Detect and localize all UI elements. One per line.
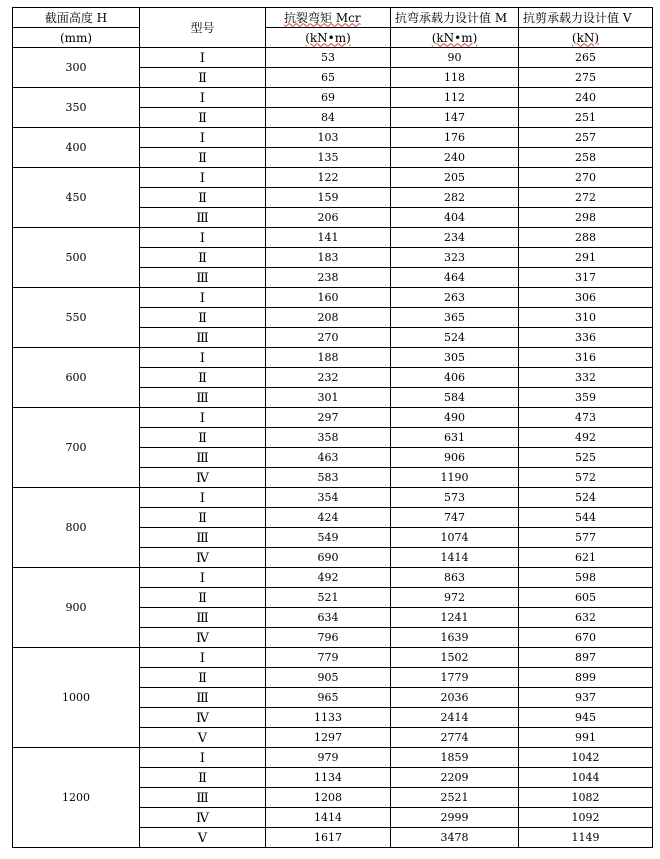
crack-moment-cell: 1208 — [266, 788, 391, 808]
header-type: 型号 — [140, 8, 266, 48]
shear-capacity-cell: 1082 — [519, 788, 653, 808]
bending-capacity-cell: 2999 — [391, 808, 519, 828]
type-cell: Ⅰ — [140, 348, 266, 368]
shear-capacity-cell: 1044 — [519, 768, 653, 788]
shear-capacity-cell: 310 — [519, 308, 653, 328]
bending-capacity-cell: 282 — [391, 188, 519, 208]
type-cell: Ⅰ — [140, 648, 266, 668]
bending-capacity-cell: 365 — [391, 308, 519, 328]
crack-moment-cell: 796 — [266, 628, 391, 648]
bending-capacity-cell: 305 — [391, 348, 519, 368]
bending-capacity-cell: 1779 — [391, 668, 519, 688]
capacity-table — [12, 7, 653, 848]
type-cell: Ⅲ — [140, 608, 266, 628]
table-row — [13, 348, 653, 368]
header-crack-moment — [266, 8, 391, 28]
type-cell: Ⅰ — [140, 288, 266, 308]
crack-moment-cell: 1414 — [266, 808, 391, 828]
crack-moment-cell: 159 — [266, 188, 391, 208]
shear-capacity-cell: 525 — [519, 448, 653, 468]
section-height-cell: 350 — [13, 88, 140, 128]
shear-capacity-cell: 632 — [519, 608, 653, 628]
crack-moment-cell: 779 — [266, 648, 391, 668]
bending-capacity-cell: 1639 — [391, 628, 519, 648]
bending-capacity-cell: 747 — [391, 508, 519, 528]
shear-capacity-cell: 291 — [519, 248, 653, 268]
bending-capacity-cell: 584 — [391, 388, 519, 408]
crack-moment-cell: 188 — [266, 348, 391, 368]
type-cell: Ⅰ — [140, 128, 266, 148]
table-row — [13, 168, 653, 188]
unit-crack-moment — [266, 28, 391, 48]
bending-capacity-cell: 490 — [391, 408, 519, 428]
crack-moment-cell: 270 — [266, 328, 391, 348]
bending-capacity-cell: 404 — [391, 208, 519, 228]
shear-capacity-cell: 899 — [519, 668, 653, 688]
type-cell: Ⅰ — [140, 228, 266, 248]
unit-bending-capacity — [391, 28, 519, 48]
crack-moment-cell: 583 — [266, 468, 391, 488]
bending-capacity-cell: 176 — [391, 128, 519, 148]
type-cell: Ⅱ — [140, 308, 266, 328]
type-cell: Ⅱ — [140, 188, 266, 208]
bending-capacity-cell: 1414 — [391, 548, 519, 568]
crack-moment-cell: 549 — [266, 528, 391, 548]
bending-capacity-cell: 2209 — [391, 768, 519, 788]
bending-capacity-cell: 3478 — [391, 828, 519, 848]
bending-capacity-cell: 118 — [391, 68, 519, 88]
type-cell: Ⅲ — [140, 528, 266, 548]
type-cell: Ⅲ — [140, 788, 266, 808]
shear-capacity-cell: 937 — [519, 688, 653, 708]
shear-capacity-cell: 265 — [519, 48, 653, 68]
shear-capacity-cell: 897 — [519, 648, 653, 668]
unit-shear-capacity — [519, 28, 653, 48]
crack-moment-cell: 206 — [266, 208, 391, 228]
crack-moment-cell: 1617 — [266, 828, 391, 848]
crack-moment-cell: 690 — [266, 548, 391, 568]
shear-capacity-cell: 621 — [519, 548, 653, 568]
table-row — [13, 568, 653, 588]
section-height-cell: 700 — [13, 408, 140, 488]
type-cell: Ⅰ — [140, 48, 266, 68]
shear-capacity-cell: 251 — [519, 108, 653, 128]
table-row — [13, 128, 653, 148]
shear-capacity-cell: 240 — [519, 88, 653, 108]
crack-moment-cell: 103 — [266, 128, 391, 148]
crack-moment-cell: 634 — [266, 608, 391, 628]
crack-moment-cell: 424 — [266, 508, 391, 528]
crack-moment-cell: 69 — [266, 88, 391, 108]
crack-moment-cell: 135 — [266, 148, 391, 168]
crack-moment-cell: 521 — [266, 588, 391, 608]
bending-capacity-cell: 1859 — [391, 748, 519, 768]
shear-capacity-cell: 598 — [519, 568, 653, 588]
section-height-cell: 300 — [13, 48, 140, 88]
crack-moment-cell: 160 — [266, 288, 391, 308]
crack-moment-cell: 232 — [266, 368, 391, 388]
table-body — [13, 48, 653, 848]
type-cell: Ⅳ — [140, 548, 266, 568]
type-cell: Ⅳ — [140, 808, 266, 828]
shear-capacity-cell: 1042 — [519, 748, 653, 768]
type-cell: Ⅰ — [140, 748, 266, 768]
section-height-cell: 400 — [13, 128, 140, 168]
bending-capacity-cell: 573 — [391, 488, 519, 508]
section-height-cell: 450 — [13, 168, 140, 228]
table-header — [13, 8, 653, 48]
bending-capacity-cell: 863 — [391, 568, 519, 588]
bending-capacity-cell: 406 — [391, 368, 519, 388]
crack-moment-cell: 979 — [266, 748, 391, 768]
crack-moment-cell: 65 — [266, 68, 391, 88]
type-cell: Ⅰ — [140, 88, 266, 108]
shear-capacity-cell: 257 — [519, 128, 653, 148]
bending-capacity-cell: 2521 — [391, 788, 519, 808]
section-height-cell: 1200 — [13, 748, 140, 848]
crack-moment-cell: 208 — [266, 308, 391, 328]
shear-capacity-cell: 524 — [519, 488, 653, 508]
bending-capacity-cell: 464 — [391, 268, 519, 288]
section-height-cell: 500 — [13, 228, 140, 288]
type-cell: Ⅱ — [140, 368, 266, 388]
type-cell: Ⅲ — [140, 448, 266, 468]
shear-capacity-cell: 336 — [519, 328, 653, 348]
table-row — [13, 648, 653, 668]
bending-capacity-cell: 2414 — [391, 708, 519, 728]
shear-capacity-cell: 473 — [519, 408, 653, 428]
header-row-2 — [13, 28, 653, 48]
type-cell: Ⅱ — [140, 108, 266, 128]
crack-moment-cell: 122 — [266, 168, 391, 188]
bending-capacity-cell: 1241 — [391, 608, 519, 628]
type-cell: Ⅴ — [140, 828, 266, 848]
bending-capacity-cell: 2774 — [391, 728, 519, 748]
crack-moment-cell: 1297 — [266, 728, 391, 748]
section-height-cell: 900 — [13, 568, 140, 648]
shear-capacity-cell: 670 — [519, 628, 653, 648]
shear-capacity-cell: 544 — [519, 508, 653, 528]
type-cell: Ⅱ — [140, 668, 266, 688]
bending-capacity-cell: 147 — [391, 108, 519, 128]
type-cell: Ⅳ — [140, 628, 266, 648]
header-shear-capacity: 抗剪承载力设计值 V — [519, 8, 653, 28]
type-cell: Ⅰ — [140, 408, 266, 428]
crack-moment-cell: 905 — [266, 668, 391, 688]
crack-moment-cell: 492 — [266, 568, 391, 588]
crack-moment-cell: 463 — [266, 448, 391, 468]
shear-capacity-cell: 298 — [519, 208, 653, 228]
type-cell: Ⅱ — [140, 768, 266, 788]
shear-capacity-cell: 316 — [519, 348, 653, 368]
shear-capacity-cell: 492 — [519, 428, 653, 448]
header-bending-capacity: 抗弯承载力设计值 M — [391, 8, 519, 28]
crack-moment-cell: 84 — [266, 108, 391, 128]
crack-moment-cell: 965 — [266, 688, 391, 708]
type-cell: Ⅳ — [140, 468, 266, 488]
shear-capacity-cell: 332 — [519, 368, 653, 388]
crack-moment-cell: 301 — [266, 388, 391, 408]
type-cell: Ⅲ — [140, 328, 266, 348]
shear-capacity-cell: 272 — [519, 188, 653, 208]
bending-capacity-cell: 906 — [391, 448, 519, 468]
type-cell: Ⅳ — [140, 708, 266, 728]
shear-capacity-cell: 991 — [519, 728, 653, 748]
crack-moment-cell: 354 — [266, 488, 391, 508]
type-cell: Ⅲ — [140, 688, 266, 708]
type-cell: Ⅱ — [140, 588, 266, 608]
type-cell: Ⅴ — [140, 728, 266, 748]
table-row — [13, 488, 653, 508]
shear-capacity-cell: 288 — [519, 228, 653, 248]
shear-capacity-cell: 1092 — [519, 808, 653, 828]
bending-capacity-cell: 263 — [391, 288, 519, 308]
type-cell: Ⅲ — [140, 268, 266, 288]
crack-moment-cell: 1134 — [266, 768, 391, 788]
bending-capacity-cell: 112 — [391, 88, 519, 108]
table-row — [13, 748, 653, 768]
type-cell: Ⅰ — [140, 168, 266, 188]
bending-capacity-cell: 240 — [391, 148, 519, 168]
shear-capacity-cell: 275 — [519, 68, 653, 88]
bending-capacity-cell: 1074 — [391, 528, 519, 548]
section-height-cell: 800 — [13, 488, 140, 568]
unit-bending-capacity-text: (kN•m) — [431, 30, 478, 45]
crack-moment-cell: 358 — [266, 428, 391, 448]
shear-capacity-cell: 359 — [519, 388, 653, 408]
shear-capacity-cell: 317 — [519, 268, 653, 288]
header-height: 截面高度 H — [13, 8, 140, 28]
header-crack-moment-text: 抗裂弯矩 Mcr — [284, 10, 361, 25]
crack-moment-cell: 141 — [266, 228, 391, 248]
table-row — [13, 408, 653, 428]
table-row — [13, 48, 653, 68]
table-row — [13, 228, 653, 248]
crack-moment-cell: 183 — [266, 248, 391, 268]
header-row-1 — [13, 8, 653, 28]
bending-capacity-cell: 1190 — [391, 468, 519, 488]
crack-moment-cell: 238 — [266, 268, 391, 288]
type-cell: Ⅱ — [140, 68, 266, 88]
shear-capacity-cell: 306 — [519, 288, 653, 308]
type-cell: Ⅰ — [140, 488, 266, 508]
type-cell: Ⅱ — [140, 508, 266, 528]
table-row — [13, 88, 653, 108]
section-height-cell: 1000 — [13, 648, 140, 748]
shear-capacity-cell: 605 — [519, 588, 653, 608]
shear-capacity-cell: 1149 — [519, 828, 653, 848]
bending-capacity-cell: 631 — [391, 428, 519, 448]
bending-capacity-cell: 205 — [391, 168, 519, 188]
type-cell: Ⅰ — [140, 568, 266, 588]
bending-capacity-cell: 234 — [391, 228, 519, 248]
unit-crack-moment-text: (kN•m) — [305, 30, 351, 45]
bending-capacity-cell: 524 — [391, 328, 519, 348]
shear-capacity-cell: 945 — [519, 708, 653, 728]
type-cell: Ⅱ — [140, 248, 266, 268]
bending-capacity-cell: 2036 — [391, 688, 519, 708]
bending-capacity-cell: 90 — [391, 48, 519, 68]
crack-moment-cell: 297 — [266, 408, 391, 428]
unit-shear-capacity-text: (kN) — [571, 30, 600, 45]
type-cell: Ⅱ — [140, 148, 266, 168]
bending-capacity-cell: 972 — [391, 588, 519, 608]
crack-moment-cell: 1133 — [266, 708, 391, 728]
section-height-cell: 600 — [13, 348, 140, 408]
type-cell: Ⅲ — [140, 388, 266, 408]
bending-capacity-cell: 323 — [391, 248, 519, 268]
type-cell: Ⅲ — [140, 208, 266, 228]
type-cell: Ⅱ — [140, 428, 266, 448]
shear-capacity-cell: 572 — [519, 468, 653, 488]
table-row — [13, 288, 653, 308]
section-height-cell: 550 — [13, 288, 140, 348]
shear-capacity-cell: 258 — [519, 148, 653, 168]
crack-moment-cell: 53 — [266, 48, 391, 68]
bending-capacity-cell: 1502 — [391, 648, 519, 668]
unit-height: (mm) — [13, 28, 140, 48]
shear-capacity-cell: 577 — [519, 528, 653, 548]
shear-capacity-cell: 270 — [519, 168, 653, 188]
